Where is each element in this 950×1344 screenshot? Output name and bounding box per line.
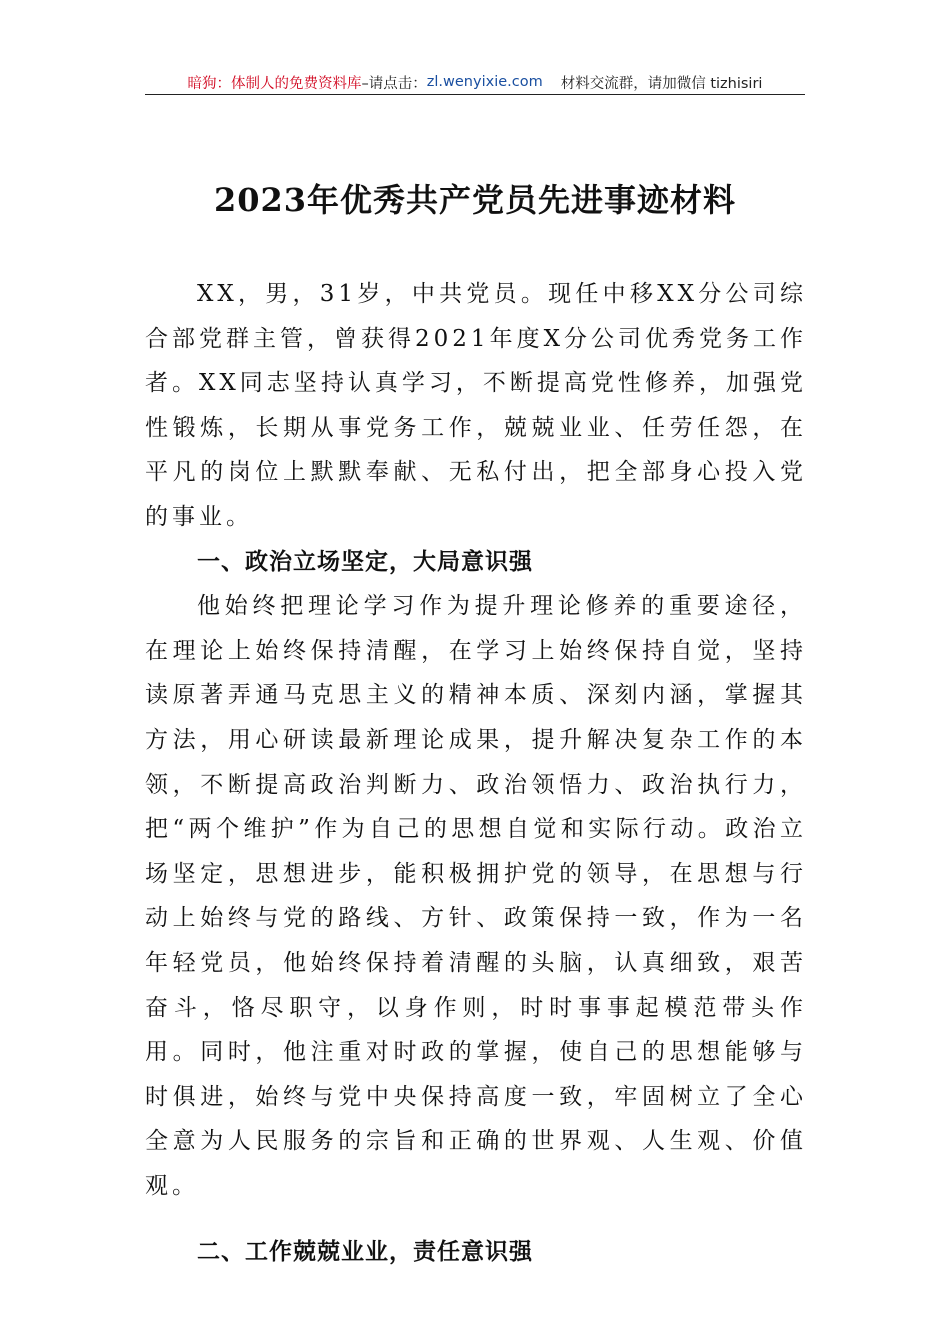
section-1-heading: 一、政治立场坚定，大局意识强 [197, 548, 533, 575]
intro-paragraph: XX，男，31岁，中共党员。现任中移XX分公司综合部党群主管，曾获得2021年度X分公司优秀党务工作者。XX同志坚持认真学习，不断提高党性修养，加强党性锻炼，长期从事党务工作，兢兢业业、任劳任怨，在平凡的岗位上默默奉献、无私付出，把全部身心投入党的事业。 [145, 281, 807, 530]
header-brand[interactable]: 暗狗：体制人的免费资料库 [187, 75, 362, 92]
document-title: 2023年优秀共产党员先进事迹材料 [213, 181, 737, 219]
page-header [145, 70, 805, 95]
document-body [145, 272, 807, 1275]
section-2-heading: 二、工作兢兢业业，责任意识强 [197, 1239, 533, 1266]
header-group-note: 材料交流群，请加微信 tizhisiri [560, 75, 763, 92]
header-url-link[interactable]: zl.wenyixie.com [426, 74, 543, 90]
header-prompt: –请点击： [361, 75, 427, 92]
section-1-paragraph: 他始终把理论学习作为提升理论修养的重要途径，在理论上始终保持清醒，在学习上始终保持自觉，坚持读原著弄通马克思主义的精神本质、深刻内涵，掌握其方法，用心研读最新理论成果，提升解决复杂工作的本领，不断提高政治判断力、政治领悟力、政治执行力，把“两个维护”作为自己的思想自觉和实际行动。政治立场坚定，思想进步，能积极拥护党的领导，在思想与行动上始终与党的路线、方针、政策保持一致，作为一名年轻党员，他始终保持着清醒的头脑，认真细致，艰苦奋斗，恪尽职守，以身作则，时时事事起模范带头作用。同时，他注重对时政的掌握，使自己的思想能够与时俱进，始终与党中央保持高度一致，牢固树立了全心全意为人民服务的宗旨和正确的世界观、人生观、价值观。 [145, 593, 807, 1199]
